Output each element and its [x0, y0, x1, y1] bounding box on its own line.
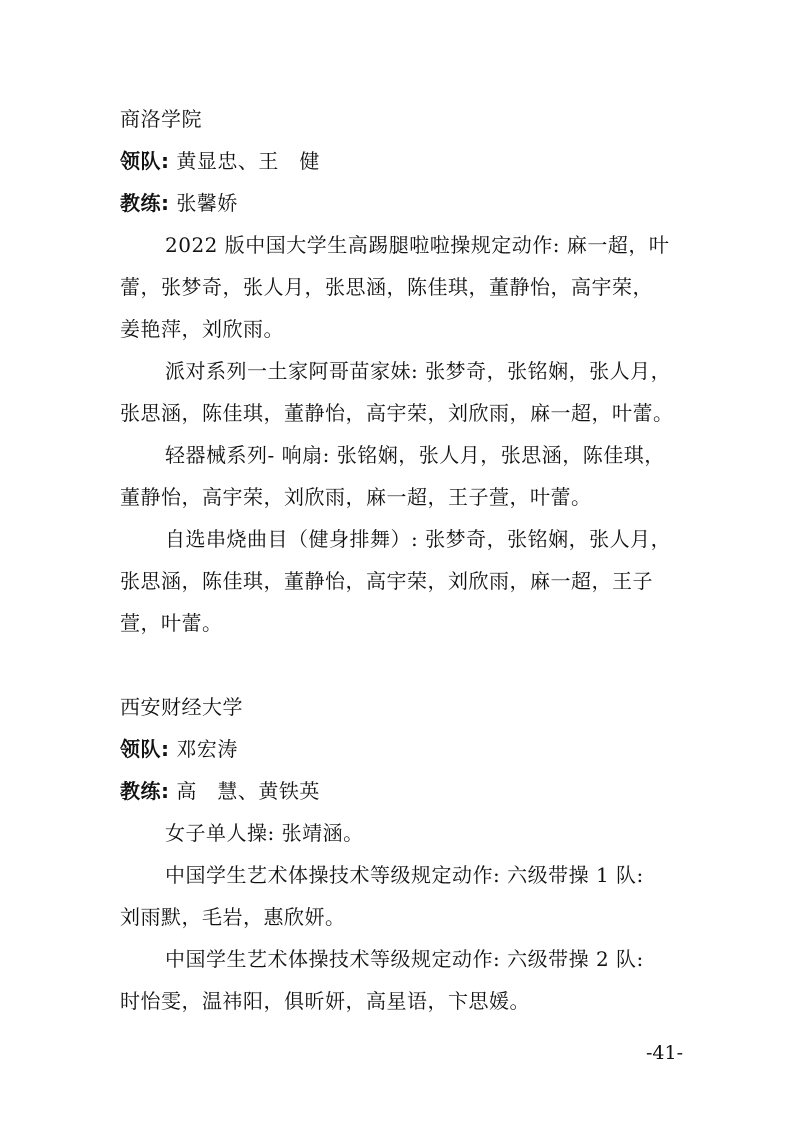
paragraph-line: 姜艳萍，刘欣雨。	[120, 317, 284, 341]
paragraph-line: 时怡雯，温祎阳，俱昕妍，高星语，卞思媛。	[120, 989, 530, 1013]
coach-value: 张馨娇	[176, 191, 238, 215]
paragraph-line: 董静怡，高宇荣，刘欣雨，麻一超，王子萱，叶蕾。	[120, 485, 592, 509]
paragraph-line: 中国学生艺术体操技术等级规定动作: 六级带操 1 队:	[165, 863, 644, 887]
paragraph-line: 自选串烧曲目（健身排舞）: 张梦奇，张铭娴，张人月，	[165, 527, 672, 551]
leader-value: 黄显忠、王 健	[176, 149, 320, 173]
section-title: 西安财经大学	[120, 695, 243, 719]
paragraph-line: 轻器械系列- 响扇: 张铭娴，张人月，张思涵，陈佳琪，	[165, 443, 665, 467]
leader-label: 领队:	[120, 737, 170, 761]
leader-value: 邓宏涛	[176, 737, 238, 761]
paragraph-line: 萱，叶蕾。	[120, 611, 223, 635]
paragraph-line: 派对系列一土家阿哥苗家妹: 张梦奇，张铭娴，张人月，	[165, 359, 672, 383]
paragraph-line: 刘雨默，毛岩，惠欣妍。	[120, 905, 346, 929]
paragraph-line: 蕾，张梦奇，张人月，张思涵，陈佳琪，董静怡，高宇荣，	[120, 275, 653, 299]
leader-line	[120, 147, 320, 175]
paragraph-line: 2022 版中国大学生高踢腿啦啦操规定动作: 麻一超，叶	[165, 233, 670, 257]
coach-line	[120, 777, 320, 805]
paragraph-line: 女子单人操: 张靖涵。	[165, 821, 364, 845]
leader-line	[120, 735, 238, 763]
coach-line	[120, 189, 238, 217]
section-title: 商洛学院	[120, 107, 202, 131]
paragraph-line: 张思涵，陈佳琪，董静怡，高宇荣，刘欣雨，麻一超，王子	[120, 569, 653, 593]
leader-label: 领队:	[120, 149, 170, 173]
page-number: -41-	[646, 1042, 684, 1064]
coach-label: 教练:	[120, 779, 170, 803]
coach-label: 教练:	[120, 191, 170, 215]
paragraph-line: 张思涵，陈佳琪，董静怡，高宇荣，刘欣雨，麻一超，叶蕾。	[120, 401, 674, 425]
coach-value: 高 慧、黄铁英	[176, 779, 320, 803]
paragraph-line: 中国学生艺术体操技术等级规定动作: 六级带操 2 队:	[165, 947, 644, 971]
